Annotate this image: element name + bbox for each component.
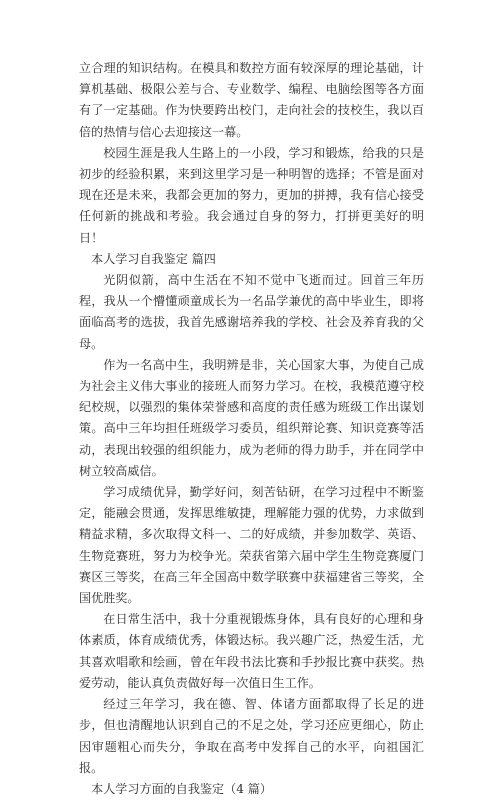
paragraph-7: 经过三年学习，我在德、智、体诸方面都取得了长足的进步，但也清醒地认识到自己的不足之处，学习还应更细心，防止因审题粗心而失分，争取在高考中发挥自己的水平，向祖国汇报。 [79, 697, 424, 775]
paragraph-1: 立合理的知识结构。在模具和数控方面有较深厚的理论基础，计算机基础、极限公差与合、专业数学、编程、电脑绘图等各方面有了一定基础。作为快要跨出校门，走向社会的技校生，我以百倍的热情与信心去迎接这一幕。 [79, 61, 424, 139]
section-heading-summary: 本人学习方面的自我鉴定（4 篇） [91, 781, 272, 796]
paragraph-2: 校园生涯是我人生路上的一小段，学习和锻炼，给我的只是初步的经验积累，来到这里学习是一种明智的选择；不管是面对现在还是未来，我都会更加的努力，更加的拼搏，我有信心接受任何新的挑战和考验。我会通过自身的努力，打拼更美好的明日！ [79, 145, 424, 245]
paragraph-3: 光阴似箭，高中生活在不知不觉中飞逝而过。回首三年历程，我从一个懵懂顽童成长为一名品学兼优的高中毕业生，即将面临高考的选拔，我首先感谢培养我的学校、社会及养育我的父母。 [79, 273, 424, 351]
document-body [79, 58, 424, 800]
paragraph-5: 学习成绩优异，勤学好问，刻苦钻研，在学习过程中不断鉴定，能融会贯通，发挥思维敏捷，理解能力强的优势，力求做到精益求精，多次取得文科一、二的好成绩，并参加数学、英语、生物竞赛班，努力为校争光。荣获省第六届中学生生物竞赛厦门赛区三等奖，在高三年全国高中数学联赛中获福建省三等奖，全国优胜奖。 [79, 485, 424, 606]
paragraph-4: 作为一名高中生，我明辨是非，关心国家大事，为使自己成为社会主义伟大事业的接班人而努力学习。在校，我模范遵守校纪校规，以强烈的集体荣誉感和高度的责任感为班级工作出谋划策。高中三年均担任班级学习委员，组织辩论赛、知识竞赛等活动，表现出较强的组织能力，成为老师的得力助手，并在同学中树立较高威信。 [79, 357, 424, 478]
paragraph-6: 在日常生活中，我十分重视锻炼身体，具有良好的心理和身体素质，体育成绩优秀，体锻达标。我兴趣广泛，热爱生活，尤其喜欢唱歌和绘画，曾在年段书法比赛和手抄报比赛中获奖。热爱劳动，能认真负责做好每一次值日生工作。 [79, 612, 424, 690]
section-heading-4: 本人学习自我鉴定 篇四 [91, 251, 216, 266]
